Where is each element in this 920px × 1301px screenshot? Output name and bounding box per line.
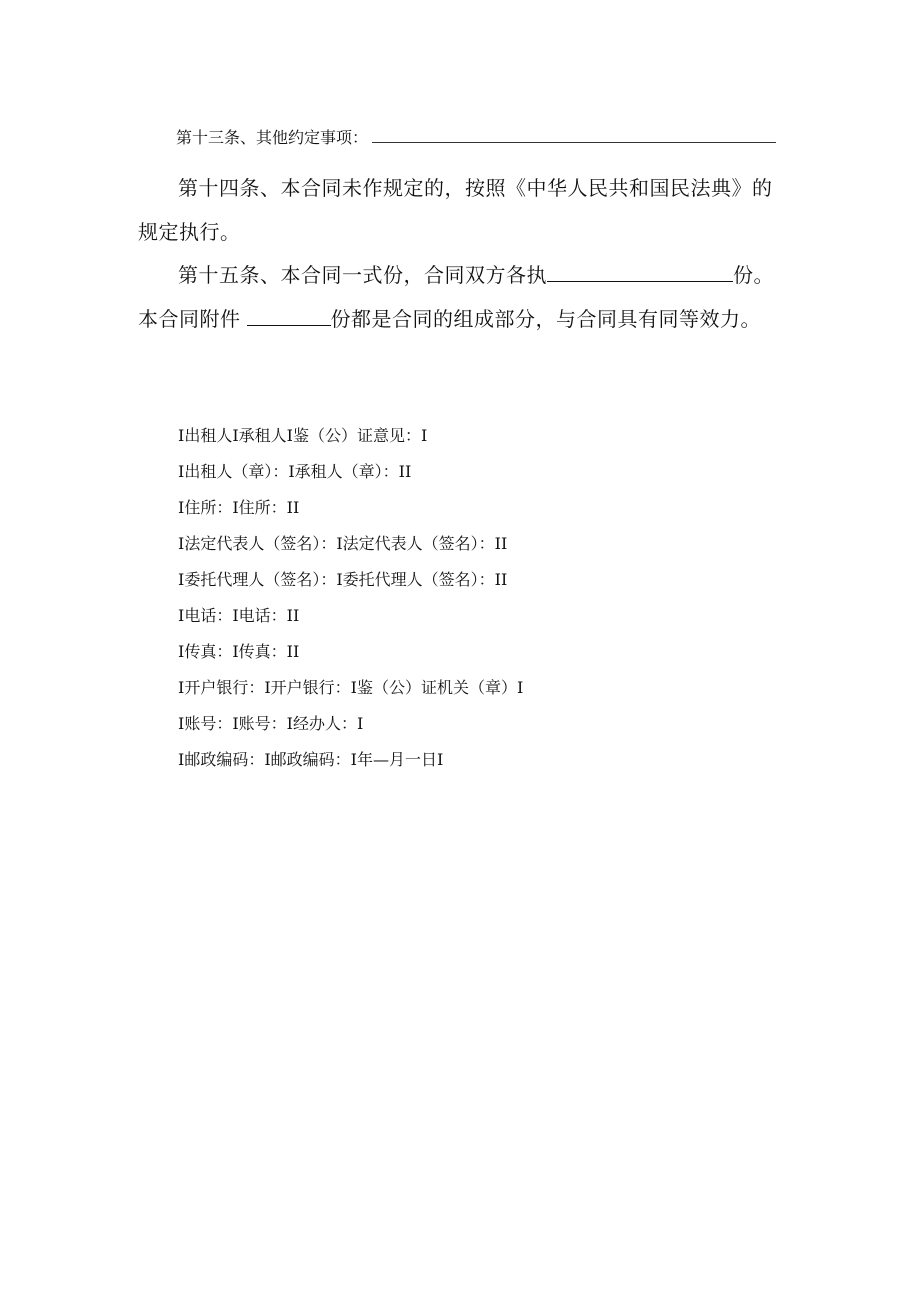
signature-row-postcode-date: I邮政编码：I邮政编码：I年—月一日I <box>178 750 444 769</box>
signature-table <box>178 418 523 778</box>
signature-row-bank: I开户银行：I开户银行：I鉴（公）证机关（章）I <box>178 678 524 697</box>
article-15-paragraph <box>138 253 788 341</box>
article-13-fill-line <box>372 126 776 143</box>
article-15-text-part3: 份都是合同的组成部分，与合同具有同等效力。 <box>330 307 761 331</box>
signature-row-seals: I出租人（章）：I承租人（章）：II <box>178 462 412 481</box>
signature-row-phone: I电话：I电话：II <box>178 606 300 625</box>
article-13-label: 第十三条、其他约定事项： <box>176 128 369 147</box>
article-13-other-terms <box>176 126 776 149</box>
attachment-count-blank <box>247 305 331 326</box>
signature-row-address: I住所：I住所：II <box>178 498 300 517</box>
signature-row-parties: I出租人I承租人I鉴（公）证意见：I <box>178 426 428 445</box>
signature-row-legal-representative: I法定代表人（签名）：I法定代表人（签名）：II <box>178 534 508 553</box>
copies-count-blank <box>547 261 733 282</box>
article-14-paragraph <box>138 166 788 254</box>
article-15-text-part2: 份。本合同附件 <box>138 263 774 331</box>
signature-row-authorized-agent: I委托代理人（签名）：I委托代理人（签名）：II <box>178 570 508 589</box>
signature-row-account: I账号：I账号：I经办人：I <box>178 714 364 733</box>
signature-row-fax: I传真：I传真：II <box>178 642 300 661</box>
article-14-text: 第十四条、本合同未作规定的，按照《中华人民共和国民法典》的规定执行。 <box>138 176 773 244</box>
article-15-text-part1: 第十五条、本合同一式份，合同双方各执 <box>178 263 547 287</box>
